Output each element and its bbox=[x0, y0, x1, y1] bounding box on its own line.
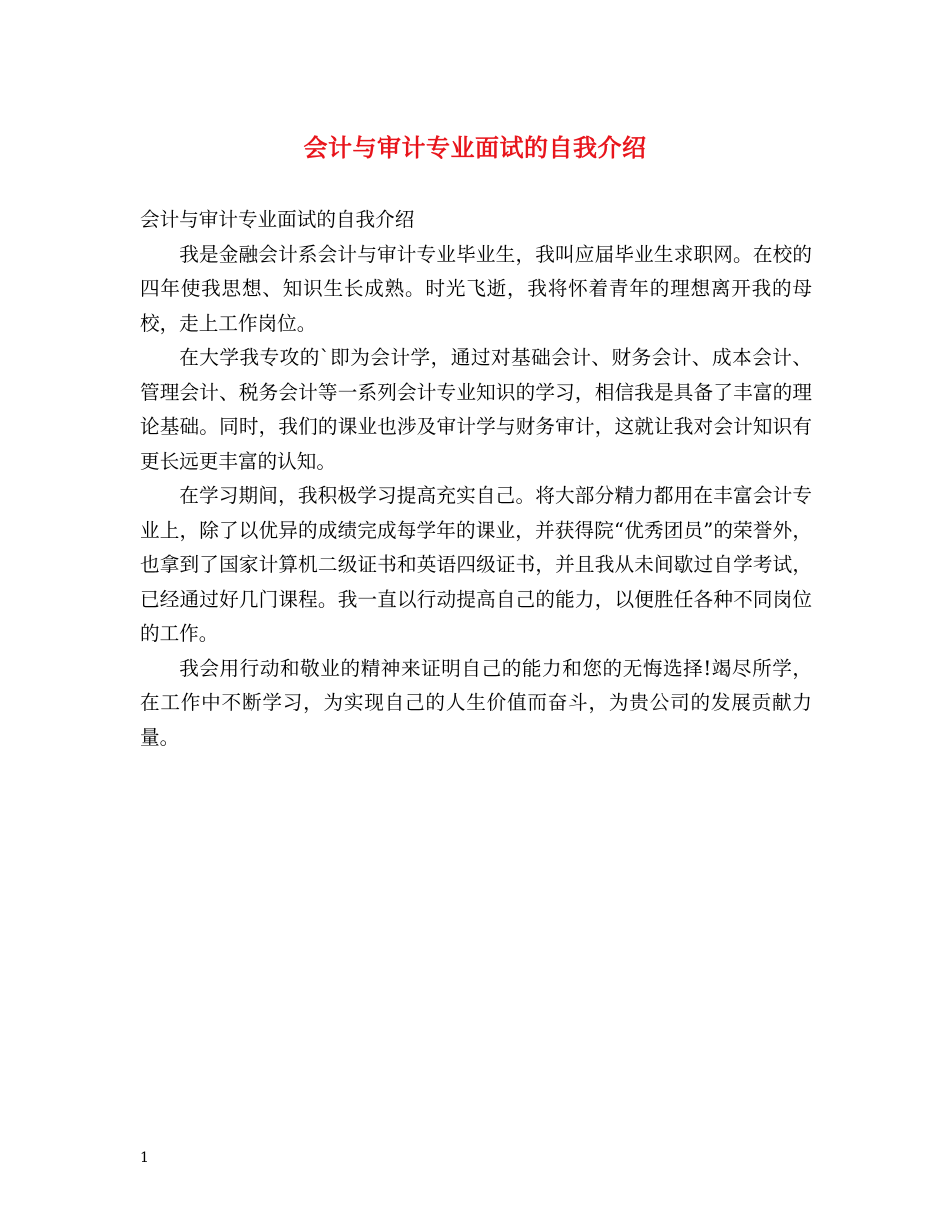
page-number: 1 bbox=[140, 1150, 149, 1166]
document-title: 会计与审计专业面试的自我介绍 bbox=[303, 133, 647, 162]
paragraph-3: 在学习期间，我积极学习提高充实自己。将大部分精力都用在丰富会计专业上，除了以优异的成绩完成每学年的课业，并获得院“优秀团员”的荣誉外，也拿到了国家计算机二级证书和英语四级证书，并且我从未间歇过自学考试，已经通过好几门课程。我一直以行动提高自己的能力，以便胜任各种不同岗位的工作。 bbox=[140, 484, 812, 645]
paragraph-2: 在大学我专攻的`即为会计学，通过对基础会计、财务会计、成本会计、管理会计、税务会计等一系列会计专业知识的学习，相信我是具备了丰富的理论基础。同时，我们的课业也涉及审计学与财务审计，这就让我对会计知识有更长远更丰富的认知。 bbox=[140, 346, 812, 473]
document-subtitle: 会计与审计专业面试的自我介绍 bbox=[140, 208, 415, 231]
paragraph-4: 我会用行动和敬业的精神来证明自己的能力和您的无悔选择!竭尽所学，在工作中不断学习，为实现自己的人生价值而奋斗，为贵公司的发展贡献力量。 bbox=[140, 656, 812, 749]
document-body bbox=[140, 203, 812, 755]
paragraph-1: 我是金融会计系会计与审计专业毕业生，我叫应届毕业生求职网。在校的四年使我思想、知识生长成熟。时光飞逝，我将怀着青年的理想离开我的母校，走上工作岗位。 bbox=[140, 242, 812, 335]
